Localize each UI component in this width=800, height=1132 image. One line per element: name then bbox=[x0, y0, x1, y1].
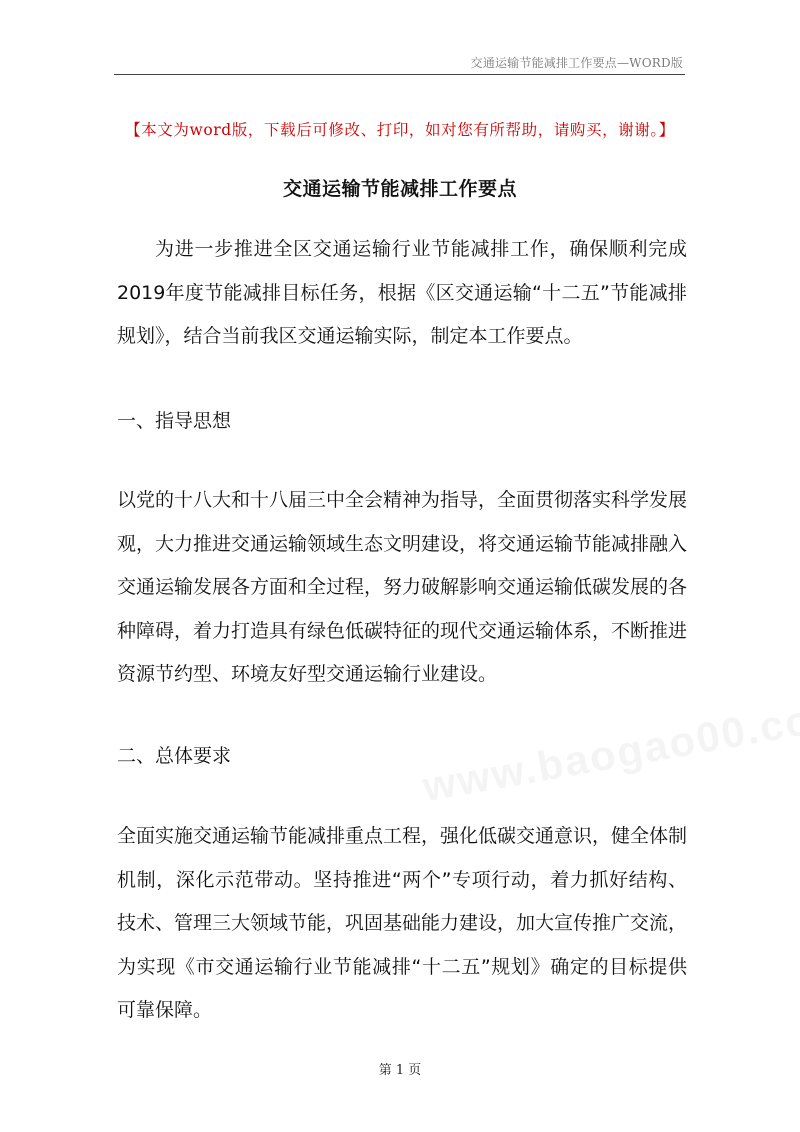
page-number: 第 1 页 bbox=[378, 1063, 422, 1078]
section-body-guiding-ideology: 以党的十八大和十八届三中全会精神为指导，全面贯彻落实科学发展观，大力推进交通运输领域生态文明建设，将交通运输节能减排融入交通运输发展各方面和全过程，努力破解影响交通运输低碳发展的各种障碍，着力打造具有绿色低碳特征的现代交通运输体系，不断推进资源节约型、环境友好型交通运输行业建设。 bbox=[117, 489, 688, 685]
section-heading-guiding-ideology: 一、指导思想 bbox=[117, 410, 232, 432]
section-heading-general-requirements: 二、总体要求 bbox=[117, 745, 232, 767]
document-title: 交通运输节能减排工作要点 bbox=[282, 178, 517, 200]
section-body-general-requirements: 全面实施交通运输节能减排重点工程，强化低碳交通意识，健全体制机制，深化示范带动。坚持推进“两个”专项行动，着力抓好结构、技术、管理三大领域节能，巩固基础能力建设，加大宣传推广交流，为实现《市交通运输行业节能减排“十二五”规划》确定的目标提供可靠保障。 bbox=[117, 825, 688, 1021]
intro-paragraph: 为进一步推进全区交通运输行业节能减排工作，确保顺利完成2019年度节能减排目标任务，根据《区交通运输“十二五”节能减排规划》，结合当前我区交通运输实际，制定本工作要点。 bbox=[117, 238, 687, 347]
header-divider bbox=[114, 74, 685, 75]
running-header: 交通运输节能减排工作要点—WORD版 bbox=[470, 56, 683, 70]
watermark bbox=[419, 689, 800, 812]
purchase-notice: 【本文为word版，下载后可修改、打印，如对您有所帮助，请购买，谢谢。】 bbox=[125, 121, 675, 139]
